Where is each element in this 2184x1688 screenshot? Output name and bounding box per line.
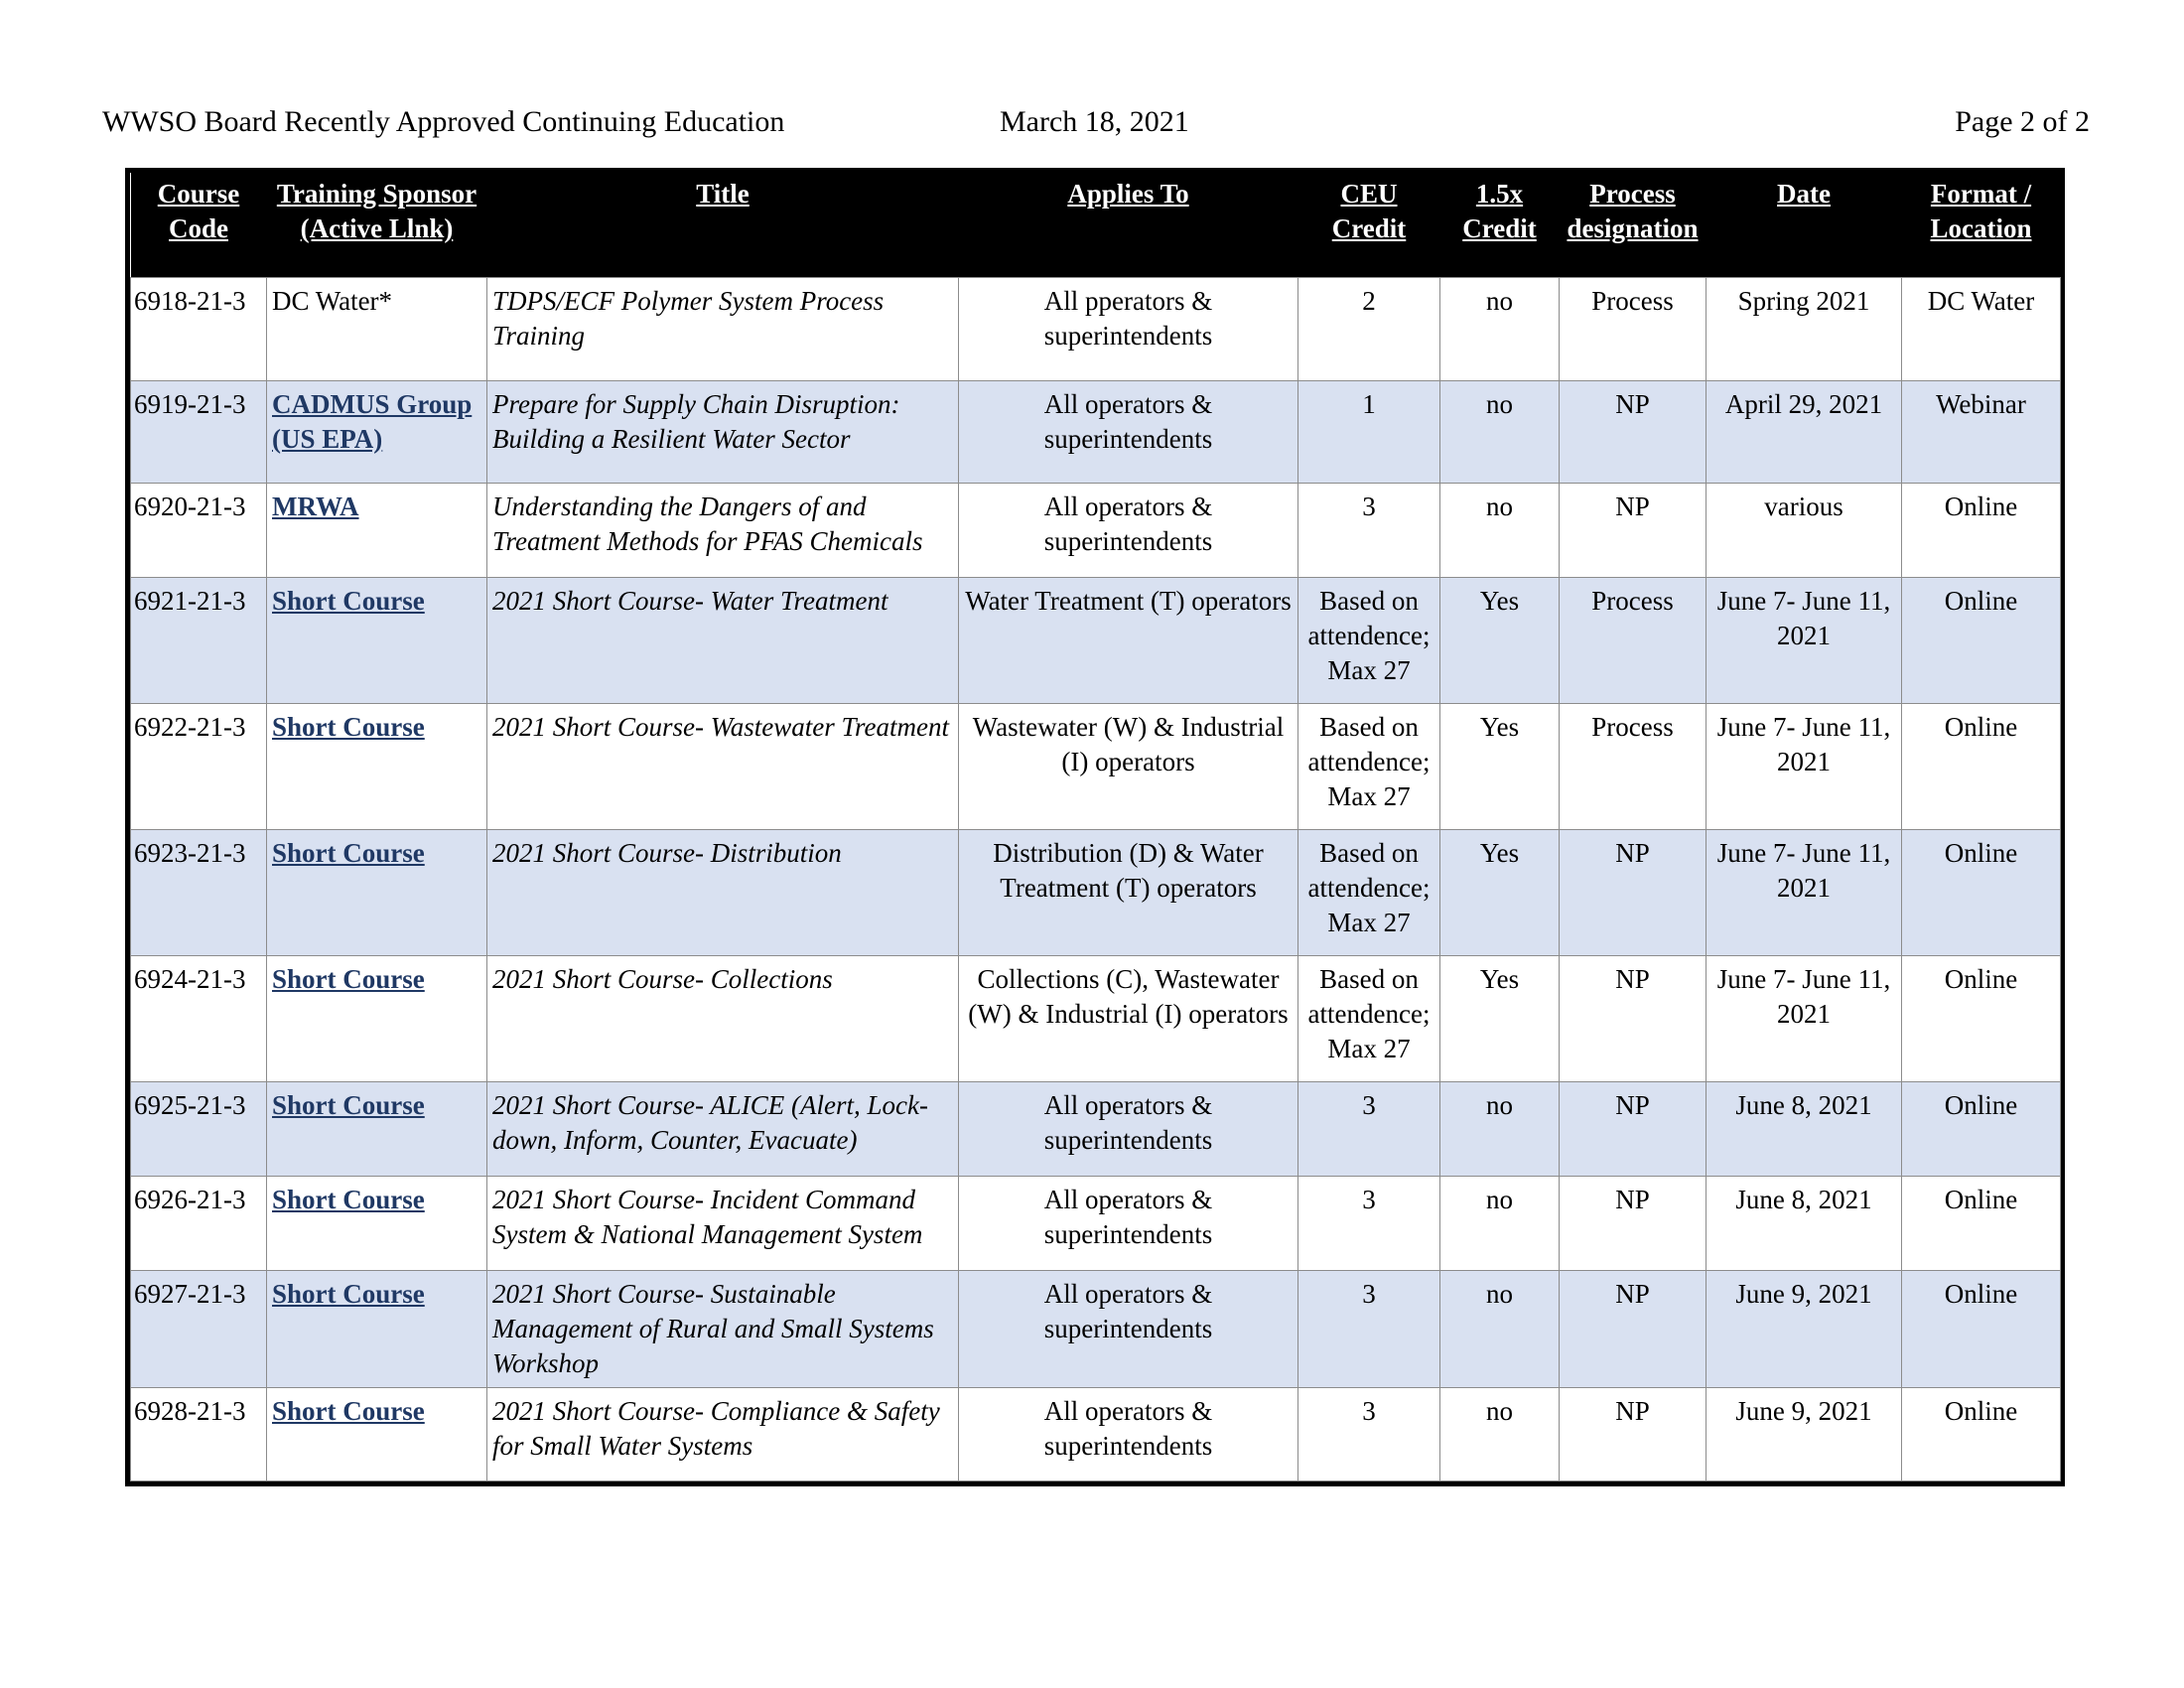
date-cell: June 7- June 11, 2021 [1706,829,1902,955]
ceu-credit-cell: Based on attendence; Max 27 [1298,955,1440,1081]
training-sponsor-link[interactable]: MRWA [272,491,359,521]
document-date: March 18, 2021 [1000,105,1189,138]
ceu-credit-cell: Based on attendence; Max 27 [1298,577,1440,703]
course-code-cell: 6918-21-3 [131,277,267,380]
applies-to-cell: All operators & superintendents [959,1387,1298,1480]
column-header-training-sponsor [267,173,487,277]
course-code-cell: 6920-21-3 [131,483,267,577]
ceu-credit-cell: 3 [1298,1387,1440,1480]
column-header-line1: Applies To [1067,179,1189,209]
table-body [131,277,2061,1480]
process-designation-cell: NP [1560,1176,1706,1270]
training-sponsor-link[interactable]: Short Course [272,963,425,994]
course-code-cell: 6922-21-3 [131,703,267,829]
course-title-cell: 2021 Short Course- Wastewater Treatment [487,703,959,829]
column-header-line1: Format / [1930,179,2032,209]
column-header-line2: Code [169,213,228,243]
ceu-credit-cell: Based on attendence; Max 27 [1298,829,1440,955]
format-location-cell: DC Water [1902,277,2061,380]
column-header-line2: Location [1930,213,2032,243]
format-location-cell: Online [1902,703,2061,829]
ceu-credit-cell: 3 [1298,1176,1440,1270]
column-header-line1: Course [157,179,240,209]
training-sponsor-link[interactable]: CADMUS Group (US EPA) [272,388,473,454]
process-designation-cell: Process [1560,577,1706,703]
applies-to-cell: Wastewater (W) & Industrial (I) operators [959,703,1298,829]
ceu-credit-cell: 2 [1298,277,1440,380]
table-row [131,483,2061,577]
applies-to-cell: Distribution (D) & Water Treatment (T) operators [959,829,1298,955]
course-code-cell: 6927-21-3 [131,1270,267,1387]
date-cell: June 9, 2021 [1706,1270,1902,1387]
format-location-cell: Online [1902,483,2061,577]
column-header-line2: designation [1567,213,1699,243]
column-header-line1: 1.5x [1475,179,1524,209]
applies-to-cell: All operators & superintendents [959,483,1298,577]
column-header-line1: CEU [1340,179,1398,209]
training-sponsor-link[interactable]: Short Course [272,585,425,616]
process-designation-cell: NP [1560,1387,1706,1480]
column-header-line2: Credit [1462,213,1537,243]
format-location-cell: Online [1902,829,2061,955]
training-sponsor-cell [267,1387,487,1480]
process-designation-cell: NP [1560,483,1706,577]
format-location-cell: Online [1902,1387,2061,1480]
training-sponsor-cell [267,577,487,703]
course-title-cell: 2021 Short Course- Compliance & Safety for Small Water Systems [487,1387,959,1480]
date-cell: June 7- June 11, 2021 [1706,703,1902,829]
page-number: Page 2 of 2 [1955,105,2090,138]
column-header-1-5x-credit [1440,173,1560,277]
ce-table [130,173,2061,1481]
date-cell: June 8, 2021 [1706,1176,1902,1270]
applies-to-cell: All operators & superintendents [959,1081,1298,1176]
table-row [131,829,2061,955]
training-sponsor-cell [267,380,487,483]
course-title-cell: 2021 Short Course- Distribution [487,829,959,955]
training-sponsor-cell [267,1176,487,1270]
column-header-line1: Process [1589,179,1676,209]
training-sponsor-cell [267,1270,487,1387]
date-cell: various [1706,483,1902,577]
course-code-cell: 6928-21-3 [131,1387,267,1480]
column-header-applies-to [959,173,1298,277]
format-location-cell: Online [1902,1270,2061,1387]
applies-to-cell: All operators & superintendents [959,1270,1298,1387]
date-cell: June 7- June 11, 2021 [1706,577,1902,703]
ceu-credit-cell: Based on attendence; Max 27 [1298,703,1440,829]
applies-to-cell: Collections (C), Wastewater (W) & Industrial (I) operators [959,955,1298,1081]
course-title-cell: 2021 Short Course- ALICE (Alert, Lock-down, Inform, Counter, Evacuate) [487,1081,959,1176]
process-designation-cell: NP [1560,955,1706,1081]
x15-credit-cell: no [1440,1081,1560,1176]
training-sponsor-link[interactable]: Short Course [272,837,425,868]
table-row [131,1081,2061,1176]
training-sponsor-text: DC Water* [272,285,393,316]
course-title-cell: Prepare for Supply Chain Disruption: Building a Resilient Water Sector [487,380,959,483]
x15-credit-cell: no [1440,1270,1560,1387]
format-location-cell: Online [1902,577,2061,703]
process-designation-cell: Process [1560,277,1706,380]
process-designation-cell: NP [1560,380,1706,483]
table-row [131,703,2061,829]
training-sponsor-cell [267,955,487,1081]
applies-to-cell: All operators & superintendents [959,1176,1298,1270]
x15-credit-cell: no [1440,277,1560,380]
table-row [131,577,2061,703]
course-title-cell: 2021 Short Course- Sustainable Management of Rural and Small Systems Workshop [487,1270,959,1387]
process-designation-cell: NP [1560,829,1706,955]
table-row [131,1387,2061,1480]
column-header-line1: Training Sponsor [276,179,478,209]
table-row [131,1270,2061,1387]
course-code-cell: 6926-21-3 [131,1176,267,1270]
column-header-line1: Date [1777,179,1831,209]
column-header-line1: Title [696,179,750,209]
x15-credit-cell: no [1440,1176,1560,1270]
process-designation-cell: NP [1560,1081,1706,1176]
table-row [131,1176,2061,1270]
course-title-cell: 2021 Short Course- Water Treatment [487,577,959,703]
x15-credit-cell: Yes [1440,703,1560,829]
column-header-line2: Credit [1331,213,1407,243]
ceu-credit-cell: 3 [1298,1081,1440,1176]
x15-credit-cell: Yes [1440,955,1560,1081]
date-cell: June 7- June 11, 2021 [1706,955,1902,1081]
format-location-cell: Online [1902,1176,2061,1270]
date-cell: June 9, 2021 [1706,1387,1902,1480]
format-location-cell: Online [1902,1081,2061,1176]
ceu-credit-cell: 3 [1298,1270,1440,1387]
process-designation-cell: NP [1560,1270,1706,1387]
training-sponsor-cell [267,1081,487,1176]
date-cell: June 8, 2021 [1706,1081,1902,1176]
applies-to-cell: All operators & superintendents [959,380,1298,483]
ceu-credit-cell: 1 [1298,380,1440,483]
course-title-cell: TDPS/ECF Polymer System Process Training [487,277,959,380]
training-sponsor-link[interactable]: Short Course [272,1395,425,1426]
course-code-cell: 6923-21-3 [131,829,267,955]
x15-credit-cell: no [1440,483,1560,577]
format-location-cell: Webinar [1902,380,2061,483]
course-code-cell: 6921-21-3 [131,577,267,703]
x15-credit-cell: no [1440,1387,1560,1480]
course-code-cell: 6919-21-3 [131,380,267,483]
training-sponsor-link[interactable]: Short Course [272,1184,425,1214]
column-header-ceu-credit [1298,173,1440,277]
training-sponsor-link[interactable]: Short Course [272,1278,425,1309]
training-sponsor-link[interactable]: Short Course [272,711,425,742]
course-title-cell: 2021 Short Course- Incident Command System & National Management System [487,1176,959,1270]
ceu-credit-cell: 3 [1298,483,1440,577]
column-header-process-designation [1560,173,1706,277]
training-sponsor-link[interactable]: Short Course [272,1089,425,1120]
date-cell: April 29, 2021 [1706,380,1902,483]
table-row [131,380,2061,483]
course-code-cell: 6924-21-3 [131,955,267,1081]
applies-to-cell: All pperators & superintendents [959,277,1298,380]
date-cell: Spring 2021 [1706,277,1902,380]
course-title-cell: Understanding the Dangers of and Treatment Methods for PFAS Chemicals [487,483,959,577]
x15-credit-cell: no [1440,380,1560,483]
table-row [131,955,2061,1081]
ce-table-frame [125,168,2065,1486]
column-header-course-code [131,173,267,277]
x15-credit-cell: Yes [1440,829,1560,955]
training-sponsor-cell [267,483,487,577]
column-header-title [487,173,959,277]
table-header-row [131,173,2061,277]
training-sponsor-cell [267,277,487,380]
x15-credit-cell: Yes [1440,577,1560,703]
training-sponsor-cell [267,703,487,829]
course-code-cell: 6925-21-3 [131,1081,267,1176]
column-header-format-location [1902,173,2061,277]
page-header [102,99,2090,145]
training-sponsor-cell [267,829,487,955]
process-designation-cell: Process [1560,703,1706,829]
column-header-date [1706,173,1902,277]
course-title-cell: 2021 Short Course- Collections [487,955,959,1081]
column-header-line2: (Active Llnk) [300,213,454,243]
document-title: WWSO Board Recently Approved Continuing Education [102,105,785,138]
table-row [131,277,2061,380]
applies-to-cell: Water Treatment (T) operators [959,577,1298,703]
format-location-cell: Online [1902,955,2061,1081]
